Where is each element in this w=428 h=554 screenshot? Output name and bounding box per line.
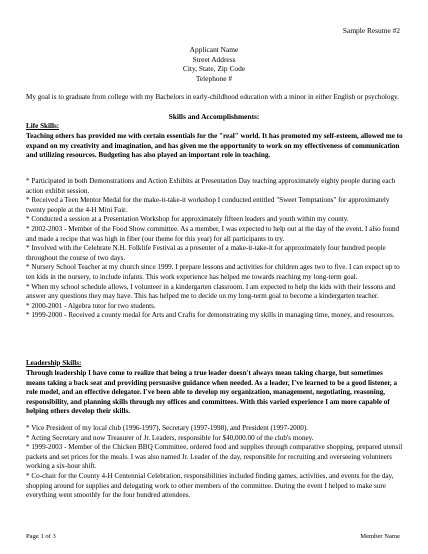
city-state-zip: City, State, Zip Code — [182, 64, 246, 73]
life-skills-intro: Teaching others has provided me with certain essentials for the "real" world. It has promoted my self-esteem, allowed me to expand on my creativity and imagination, and has given me the opportunity to work on my effectiveness of communication and utilizing resources. Budgeting has also played an important role in teaching. — [26, 132, 403, 160]
list-item: * Acting Secretary and now Treasurer of Jr. Leaders, responsible for $40,000.00 of the club's money. — [26, 433, 314, 442]
leadership-skills-intro: Through leadership I have come to realize that being a true leader doesn't always mean taking charge, but sometimes means taking a back seat and providing persuasive guidance when needed. As a leader, I've learned to be a good listener, a role model, and an effective delegator. I've been able to develop my organization, management, negotiating, reasoning, responsibility, and planning skills through my offices and committees. With this varied experience I am more capable of helping others develop their skills. — [26, 369, 398, 416]
list-item: * Nursery School Teacher at my church since 1999. I prepare lessons and activities for children ages two to five. I can expect up to ten kids in the nursery, to include infants. This work experience has helped me towards reaching my long-term goal. — [26, 263, 400, 281]
leadership-skills-list — [26, 424, 404, 501]
list-item: * Co-chair for the County 4-H Centennial Celebration, responsibilities included finding games, activities, and events for the day, shopping around for supplies and delegating work to other members of the committee. During the event I helped to make sure everything went smoothly for the four hundred attendees. — [26, 471, 394, 500]
footer-member-name: Member Name — [360, 533, 400, 540]
life-skills-title: Life Skills: — [26, 122, 60, 130]
list-item: * Conducted a session at a Presentation Workshop for approximately fifteen leaders and youth within my county. — [26, 215, 349, 224]
skills-heading: Skills and Accomplishments: — [168, 112, 260, 121]
telephone: Telephone # — [195, 73, 233, 83]
list-item: * 1999-2000 - Received a county medal for Arts and Crafts for demonstrating my skills in managing time, money, and resources. — [26, 311, 395, 320]
applicant-name: Applicant Name — [189, 45, 239, 54]
list-item: * Received a Teen Mentor Medal for the make-it-take-it workshop I conducted entitled "Sweet Temptations" for approximately twenty people at the 4-H Mini Fair. — [26, 196, 390, 214]
list-item: * Vice President of my local club (1996-1997), Secretary (1997-1998), and President (1997-2000). — [26, 424, 309, 432]
leadership-skills-title: Leadership Skills: — [26, 359, 82, 367]
list-item: * 2000-2001 - Algebra tutor for two students. — [26, 301, 156, 310]
page-number: Page 1 of 3 — [26, 533, 56, 540]
list-item: * 2002-2003 - Member of the Food Show committee. As a member, I was expected to help out at the day of the event. I also found and made a recipe that was high in fiber (our theme for this year) for all participants to try. — [26, 224, 400, 243]
street-address: Street Address — [192, 54, 236, 64]
objective-text: My goal is to graduate from college with my Bachelors in early-childhood education with a minor in either English or psychology. — [26, 93, 399, 101]
life-skills-list — [26, 177, 404, 321]
list-item: * 1999-2003 - Member of the Chicken BBQ Committee, ordered food and supplies through comparative shopping, prepared utensil packets and set prices for the meals. I was also named Jr. Leader of the day, responsible for recruiting and overseeing volunteers working a six-hour shift. — [26, 443, 403, 471]
list-item: * When my school schedule allows, I volunteer in a kindergarten classroom. I am expected to help the kids with their lessons and answer any questions they may have. This has helped me to decide on my long-term goal to become a kindergarten teacher. — [26, 282, 396, 301]
sample-label: Sample Resume #2 — [342, 26, 400, 35]
list-item: * Participated in both Demonstrations and Action Exhibits at Presentation Day teaching approximately eighty people during each action exhibit session. — [26, 177, 396, 195]
contact-header — [0, 45, 428, 83]
list-item: * Involved with the Celebrate N.H. Folklife Festival as a presenter of a make-it-take-it for approximately four hundred people throughout the course of two days. — [26, 244, 386, 262]
